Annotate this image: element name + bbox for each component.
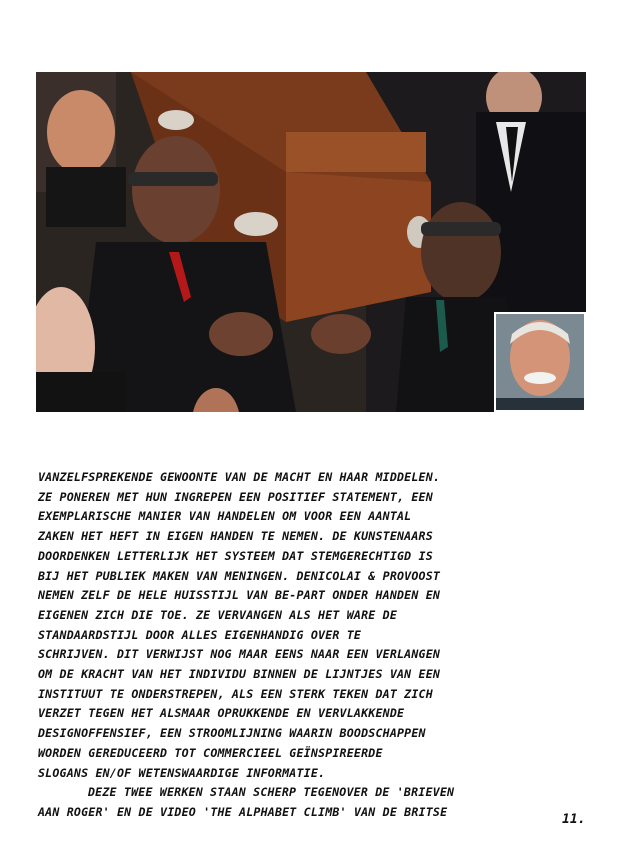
text-line: SLOGANS EN/OF WETENSWAARDIGE INFORMATIE. [38, 765, 326, 780]
page-number: 11. [562, 812, 586, 827]
text-line: ZE PONEREN MET HUN INGREPEN EEN POSITIEF STATEMENT, EEN [38, 489, 433, 504]
text-line-indented: DEZE TWEE WERKEN STAAN SCHERP TEGENOVER DE 'BRIEVEN [88, 785, 455, 800]
text-line: VANZELFSPREKENDE GEWOONTE VAN DE MACHT EN HAAR MIDDELEN. [38, 470, 441, 484]
text-line: AAN ROGER' EN DE VIDEO 'THE ALPHABET CLIMB' VAN DE BRITSE [38, 804, 448, 819]
text-line: INSTITUUT TE ONDERSTREPEN, ALS EEN STERK TEKEN DAT ZICH [38, 686, 433, 701]
text-line: STANDAARDSTIJL DOOR ALLES EIGENHANDIG OVER TE [38, 627, 362, 642]
text-line: EXEMPLARISCHE MANIER VAN HANDELEN OM VOOR EEN AANTAL [38, 509, 412, 524]
text-line: EIGENEN ZICH DIE TOE. ZE VERVANGEN ALS HET WARE DE [38, 607, 398, 622]
text-line: OM DE KRACHT VAN HET INDIVIDU BINNEN DE LIJNTJES VAN EEN [38, 667, 441, 682]
text-line: DOORDENKEN LETTERLIJK HET SYSTEEM DAT STEMGERECHTIGD IS [38, 548, 433, 563]
text-line: DESIGNOFFENSIEF, EEN STROOMLIJNING WAARIN BOODSCHAPPEN [38, 726, 426, 741]
body-text [38, 468, 598, 823]
text-line: ZAKEN HET HEFT IN EIGEN HANDEN TE NEMEN. DE KUNSTENAARS [38, 529, 433, 544]
text-line: BIJ HET PUBLIEK MAKEN VAN MENINGEN. DENICOLAI & PROVOOST [38, 568, 441, 583]
text-line: WORDEN GEREDUCEERD TOT COMMERCIEEL GEÏNSPIREERDE [38, 745, 383, 760]
inset-portrait [494, 312, 586, 412]
inset-portrait-illustration [496, 314, 584, 410]
text-line: SCHRIJVEN. DIT VERWIJST NOG MAAR EENS NAAR EEN VERLANGEN [38, 647, 441, 662]
text-line: NEMEN ZELF DE HELE HUISSTIJL VAN BE-PART ONDER HANDEN EN [38, 588, 441, 603]
text-line: VERZET TEGEN HET ALSMAAR OPRUKKENDE EN VERVLAKKENDE [38, 706, 405, 721]
